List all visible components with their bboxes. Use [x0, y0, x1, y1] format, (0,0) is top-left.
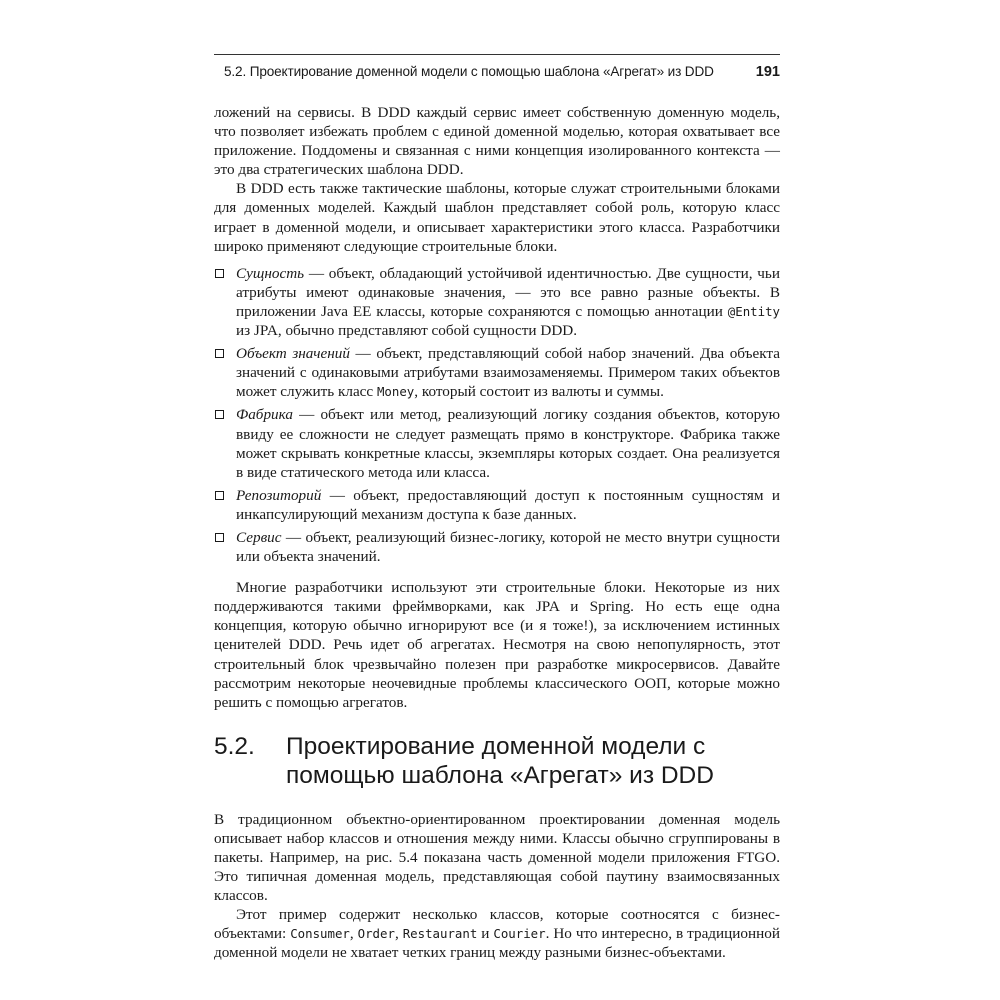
paragraph — [214, 905, 780, 962]
separator: , — [394, 925, 403, 943]
list-item-term: Фабрика — [236, 406, 293, 424]
checkbox-bullet-icon — [215, 410, 224, 419]
separator: и — [477, 925, 494, 943]
building-blocks-list — [214, 264, 780, 566]
section-heading — [214, 732, 780, 790]
page-number: 191 — [755, 64, 780, 80]
paragraph: В DDD есть также тактические шаблоны, которые служат строительными блоками для доменных моделей. Каждый шаблон представляет собой роль, которую класс играет в доменной модели, и описывает характеристики этого класса. Разработчики широко применяют следующие строительные блоки. — [214, 180, 780, 255]
list-item-term: Объект значений — [236, 345, 350, 363]
code-courier: Courier — [493, 926, 546, 942]
list-item — [214, 405, 780, 481]
list-item-text: — объект, обладающий устойчивой идентичностью. Две сущности, чьи атрибуты имеют одинаковые значения, — это все равно разные объекты. В приложении Java EE классы, которые сохраняются с помощью аннотации — [236, 264, 780, 320]
code-restaurant: Restaurant — [402, 926, 478, 942]
checkbox-bullet-icon — [215, 533, 224, 542]
list-item-term: Репозиторий — [236, 486, 322, 504]
code-consumer: Consumer — [290, 926, 350, 942]
paragraph-text: . Но что интересно, в традиционной доменной модели не хватает четких границ между разными бизнес-объектами. — [214, 925, 780, 962]
list-item — [214, 486, 780, 524]
code-entity: @Entity — [727, 303, 780, 319]
list-item-text: — объект, реализующий бизнес-логику, которой не место внутри сущности или объекта значений. — [236, 528, 780, 566]
list-item-text: — объект, представляющий собой набор значений. Два объекта значений с одинаковыми атрибутами взаимозаменяемы. Примером таких объектов может служить класс — [236, 345, 780, 401]
list-item-term: Сервис — [236, 528, 282, 546]
list-item — [214, 264, 780, 340]
list-item-text: — объект, предоставляющий доступ к постоянным сущностям и инкапсулирующий механизм доступа к базе данных. — [236, 486, 780, 523]
code-order: Order — [357, 926, 395, 942]
page-body — [214, 103, 780, 963]
paragraph: Многие разработчики используют эти строительные блоки. Некоторые из них поддерживаются такими фреймворками, как JPA и Spring. Но есть еще одна концепция, которую обычно игнорируют все (и я тоже!), за исключением истинных ценителей DDD. Речь идет об агрегатах. Несмотря на свою непопулярность, этот строительный блок чрезвычайно полезен при разработке микросервисов. Давайте рассмотрим некоторые неочевидные проблемы классического ООП, которые можно решить с помощью агрегатов. — [214, 579, 780, 711]
section-number: 5.2. — [214, 732, 255, 760]
list-item-term: Сущность — [236, 264, 305, 282]
running-header-title: 5.2. Проектирование доменной модели с помощью шаблона «Агрегат» из DDD — [224, 64, 714, 79]
separator: , — [349, 925, 358, 943]
running-header — [214, 54, 780, 80]
list-item — [214, 344, 780, 401]
checkbox-bullet-icon — [215, 349, 224, 358]
list-item-text: из JPA, обычно представляют собой сущности DDD. — [236, 322, 578, 340]
list-item-text: — объект или метод, реализующий логику создания объектов, которую ввиду ее сложности не следует размещать прямо в конструкторе. Фабрика также может скрывать конкретные классы, экземпляры которых создает. Она реализуется в виде статического метода или класса. — [236, 406, 780, 481]
paragraph: В традиционном объектно-ориентированном проектировании доменная модель описывает набор классов и отношения между ними. Классы обычно сгруппированы в пакеты. Например, на рис. 5.4 показана часть доменной модели приложения FTGO. Это типичная доменная модель, представляющая собой паутину взаимосвязанных классов. — [214, 810, 780, 905]
code-money: Money — [376, 384, 415, 400]
section-title: Проектирование доменной модели с помощью шаблона «Агрегат» из DDD — [286, 732, 714, 789]
paragraph: ложений на сервисы. В DDD каждый сервис имеет собственную доменную модель, что позволяет избежать проблем с единой доменной моделью, которая охватывает все приложение. Поддомены и связанная с ними концепция изолированного контекста — это два стратегических шаблона DDD. — [214, 104, 780, 179]
list-item-text: , который состоит из валюты и суммы. — [414, 383, 664, 401]
paragraph-text: Этот пример содержит несколько классов, которые соотносятся с бизнес-объектами: — [214, 906, 780, 943]
checkbox-bullet-icon — [215, 269, 224, 278]
checkbox-bullet-icon — [215, 491, 224, 500]
list-item — [214, 528, 780, 566]
